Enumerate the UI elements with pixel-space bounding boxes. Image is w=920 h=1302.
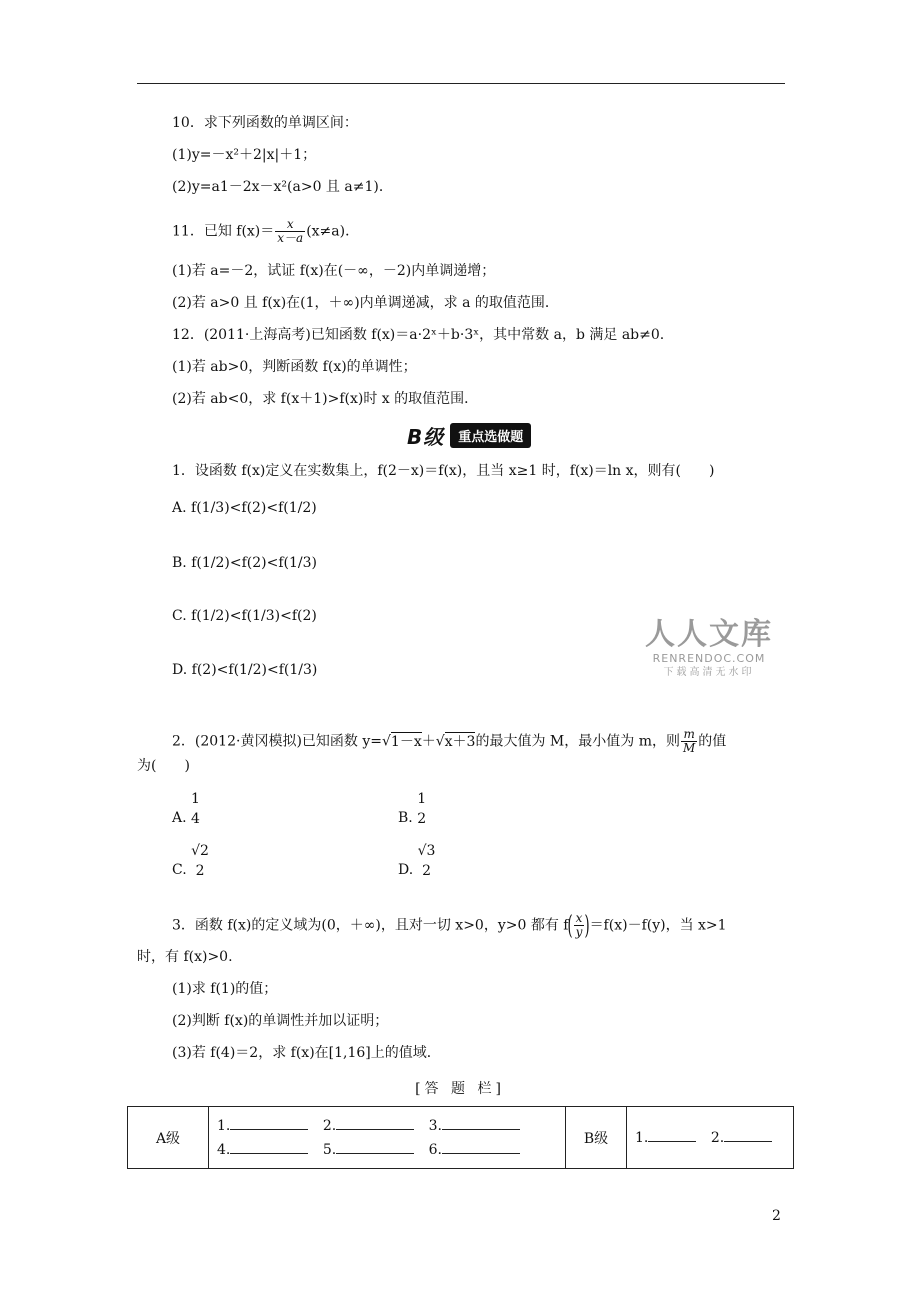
q11-part1: (1)若 a=－2，试证 f(x)在(－∞，－2)内单调递增；: [172, 263, 496, 279]
q11-suffix: (x≠a)．: [306, 223, 360, 240]
b3-part3: (3)若 f(4)＝2，求 f(x)在[1,16]上的值域．: [172, 1045, 441, 1061]
answer-b-row: [635, 1126, 785, 1150]
b2-a-den: 4: [191, 811, 200, 827]
watermark-domain: RENRENDOC.COM: [652, 652, 766, 665]
q11-fraction: [275, 218, 305, 245]
b1-b-label: B.: [172, 555, 187, 571]
b2-a-label: A.: [172, 810, 187, 826]
answer-b-label: B级: [566, 1107, 627, 1169]
b2-a-num: 1: [191, 791, 200, 807]
b2-stem-cont: 为( ): [137, 758, 190, 774]
answer-table: [127, 1106, 794, 1169]
sqrt-sign-2: √: [435, 733, 445, 750]
b3-frac-den: y: [575, 925, 583, 939]
header-rule: [137, 83, 785, 84]
answer-a-5-blank[interactable]: [336, 1141, 414, 1154]
section-banner: [403, 422, 531, 448]
b1-stem: 1．设函数 f(x)定义在实数集上，f(2－x)＝f(x)，且当 x≥1 时，f(x)＝ln x，则有( ): [172, 463, 715, 479]
answer-b-1-blank[interactable]: [648, 1129, 696, 1142]
b2-ratio-den: M: [682, 741, 696, 755]
answer-a-6-blank[interactable]: [442, 1141, 520, 1154]
q12-part2: (2)若 ab<0，求 f(x＋1)>f(x)时 x 的取值范围．: [172, 391, 479, 407]
page-number: 2: [772, 1208, 781, 1224]
b2-a-value: [191, 790, 200, 828]
answer-a-row1: [217, 1114, 557, 1138]
answer-a-3-num: 3.: [428, 1117, 442, 1134]
answer-b-2-num: 2.: [710, 1129, 725, 1146]
answer-a-cell: [209, 1107, 566, 1169]
watermark-logo: [644, 618, 774, 680]
b2-stem-a: 2．(2012·黄冈模拟)已知函数 y=: [172, 733, 382, 750]
b3-part2: (2)判断 f(x)的单调性并加以证明；: [172, 1013, 389, 1029]
b2-d-value: [418, 842, 436, 880]
b3-part1: (1)求 f(1)的值；: [172, 981, 278, 997]
banner-title: 重点选做题: [450, 423, 531, 448]
b1-a-label: A.: [172, 500, 187, 516]
b2-stem-b: 的最大值为 M，最小值为 m，则: [475, 733, 680, 750]
b2-c-label: C.: [172, 862, 187, 878]
b2-stem: [172, 728, 726, 755]
b3-stem-cont: 时，有 f(x)>0.: [137, 949, 233, 965]
answer-b-1-num: 1.: [635, 1129, 649, 1146]
b2-radicand-1: 1－x: [390, 733, 422, 750]
b1-option-b[interactable]: [172, 555, 317, 571]
answer-a-5-num: 5.: [322, 1141, 337, 1158]
b2-stem-c: 的值: [698, 733, 727, 750]
b3-stem-a: 3．函数 f(x)的定义域为(0，＋∞)，且对一切 x>0，y>0 都有 f: [172, 917, 569, 934]
b1-d-text: f(2)<f(1/2)<f(1/3): [191, 662, 318, 678]
b3-stem-b: ＝f(x)－f(y)，当 x>1: [589, 917, 727, 934]
b2-c-den: 2: [195, 863, 205, 879]
q11-prefix: 11．已知 f(x)＝: [172, 223, 275, 240]
answer-a-4-num: 4.: [217, 1141, 231, 1158]
b1-b-text: f(1/2)<f(2)<f(1/3): [191, 555, 317, 571]
q12-stem: 12．(2011·上海高考)已知函数 f(x)＝a·2ˣ＋b·3ˣ，其中常数 a，b 满足 ab≠0.: [172, 327, 665, 343]
b2-c-value: [191, 842, 209, 880]
b2-option-c[interactable]: [172, 842, 209, 880]
b2-plus: ＋: [421, 733, 436, 750]
b2-radicand-2: x＋3: [444, 733, 476, 750]
answer-a-row2: [217, 1138, 557, 1162]
b2-d-num: √3: [417, 843, 436, 859]
b3-stem: [172, 912, 727, 939]
answer-a-2-num: 2.: [322, 1117, 337, 1134]
watermark-slogan: 下载高清无水印: [663, 667, 755, 678]
b2-ratio: [681, 728, 697, 755]
b2-d-den: 2: [422, 863, 432, 879]
q11-frac-num: x: [275, 218, 305, 232]
answer-a-4-blank[interactable]: [230, 1141, 308, 1154]
answer-a-3-blank[interactable]: [442, 1117, 520, 1130]
b1-option-d[interactable]: [172, 662, 317, 678]
b1-d-label: D.: [172, 662, 188, 678]
b3-frac-num: x: [575, 911, 583, 925]
left-paren: (: [568, 910, 574, 941]
answer-a-label: A级: [128, 1107, 209, 1169]
q12-part1: (1)若 ab>0，判断函数 f(x)的单调性；: [172, 359, 417, 375]
q11-part2: (2)若 a>0 且 f(x)在(1，＋∞)内单调递减，求 a 的取值范围．: [172, 295, 559, 311]
b2-option-a[interactable]: [172, 790, 200, 828]
answer-a-1-num: 1.: [217, 1117, 231, 1134]
banner-level: B级: [407, 424, 445, 449]
b1-option-c[interactable]: [172, 608, 317, 624]
b2-option-b[interactable]: [398, 790, 426, 828]
q10-part1: (1)y=－x²＋2|x|＋1；: [172, 147, 317, 163]
answer-a-2-blank[interactable]: [336, 1117, 414, 1130]
answer-b-2-blank[interactable]: [724, 1129, 772, 1142]
b1-c-text: f(1/2)<f(1/3)<f(2): [191, 608, 317, 624]
answer-a-6-num: 6.: [428, 1141, 442, 1158]
b2-c-num: √2: [191, 843, 209, 859]
b2-option-d[interactable]: [398, 842, 435, 880]
sqrt-sign-1: √: [382, 733, 391, 750]
watermark-title: 人人文库: [645, 617, 773, 652]
answer-title: [答 题 栏]: [415, 1081, 505, 1097]
q11-frac-den: x－a: [277, 231, 304, 245]
q11-stem: [172, 218, 359, 245]
q10-part2: (2)y=a1－2x－x²(a>0 且 a≠1)．: [172, 179, 393, 195]
b1-a-text: f(1/3)<f(2)<f(1/2): [191, 500, 317, 516]
b2-b-value: [417, 790, 426, 828]
right-paren: ): [584, 910, 591, 941]
b2-b-den: 2: [417, 811, 427, 827]
answer-a-1-blank[interactable]: [230, 1117, 308, 1130]
b2-b-label: B.: [398, 810, 413, 826]
b2-ratio-num: m: [681, 728, 697, 742]
b1-option-a[interactable]: [172, 500, 317, 516]
b2-d-label: D.: [398, 862, 414, 878]
q10-stem: 10．求下列函数的单调区间：: [172, 115, 358, 131]
b1-c-label: C.: [172, 608, 187, 624]
answer-b-cell: [627, 1107, 794, 1169]
b3-fraction: [574, 912, 585, 939]
b2-b-num: 1: [417, 791, 427, 807]
